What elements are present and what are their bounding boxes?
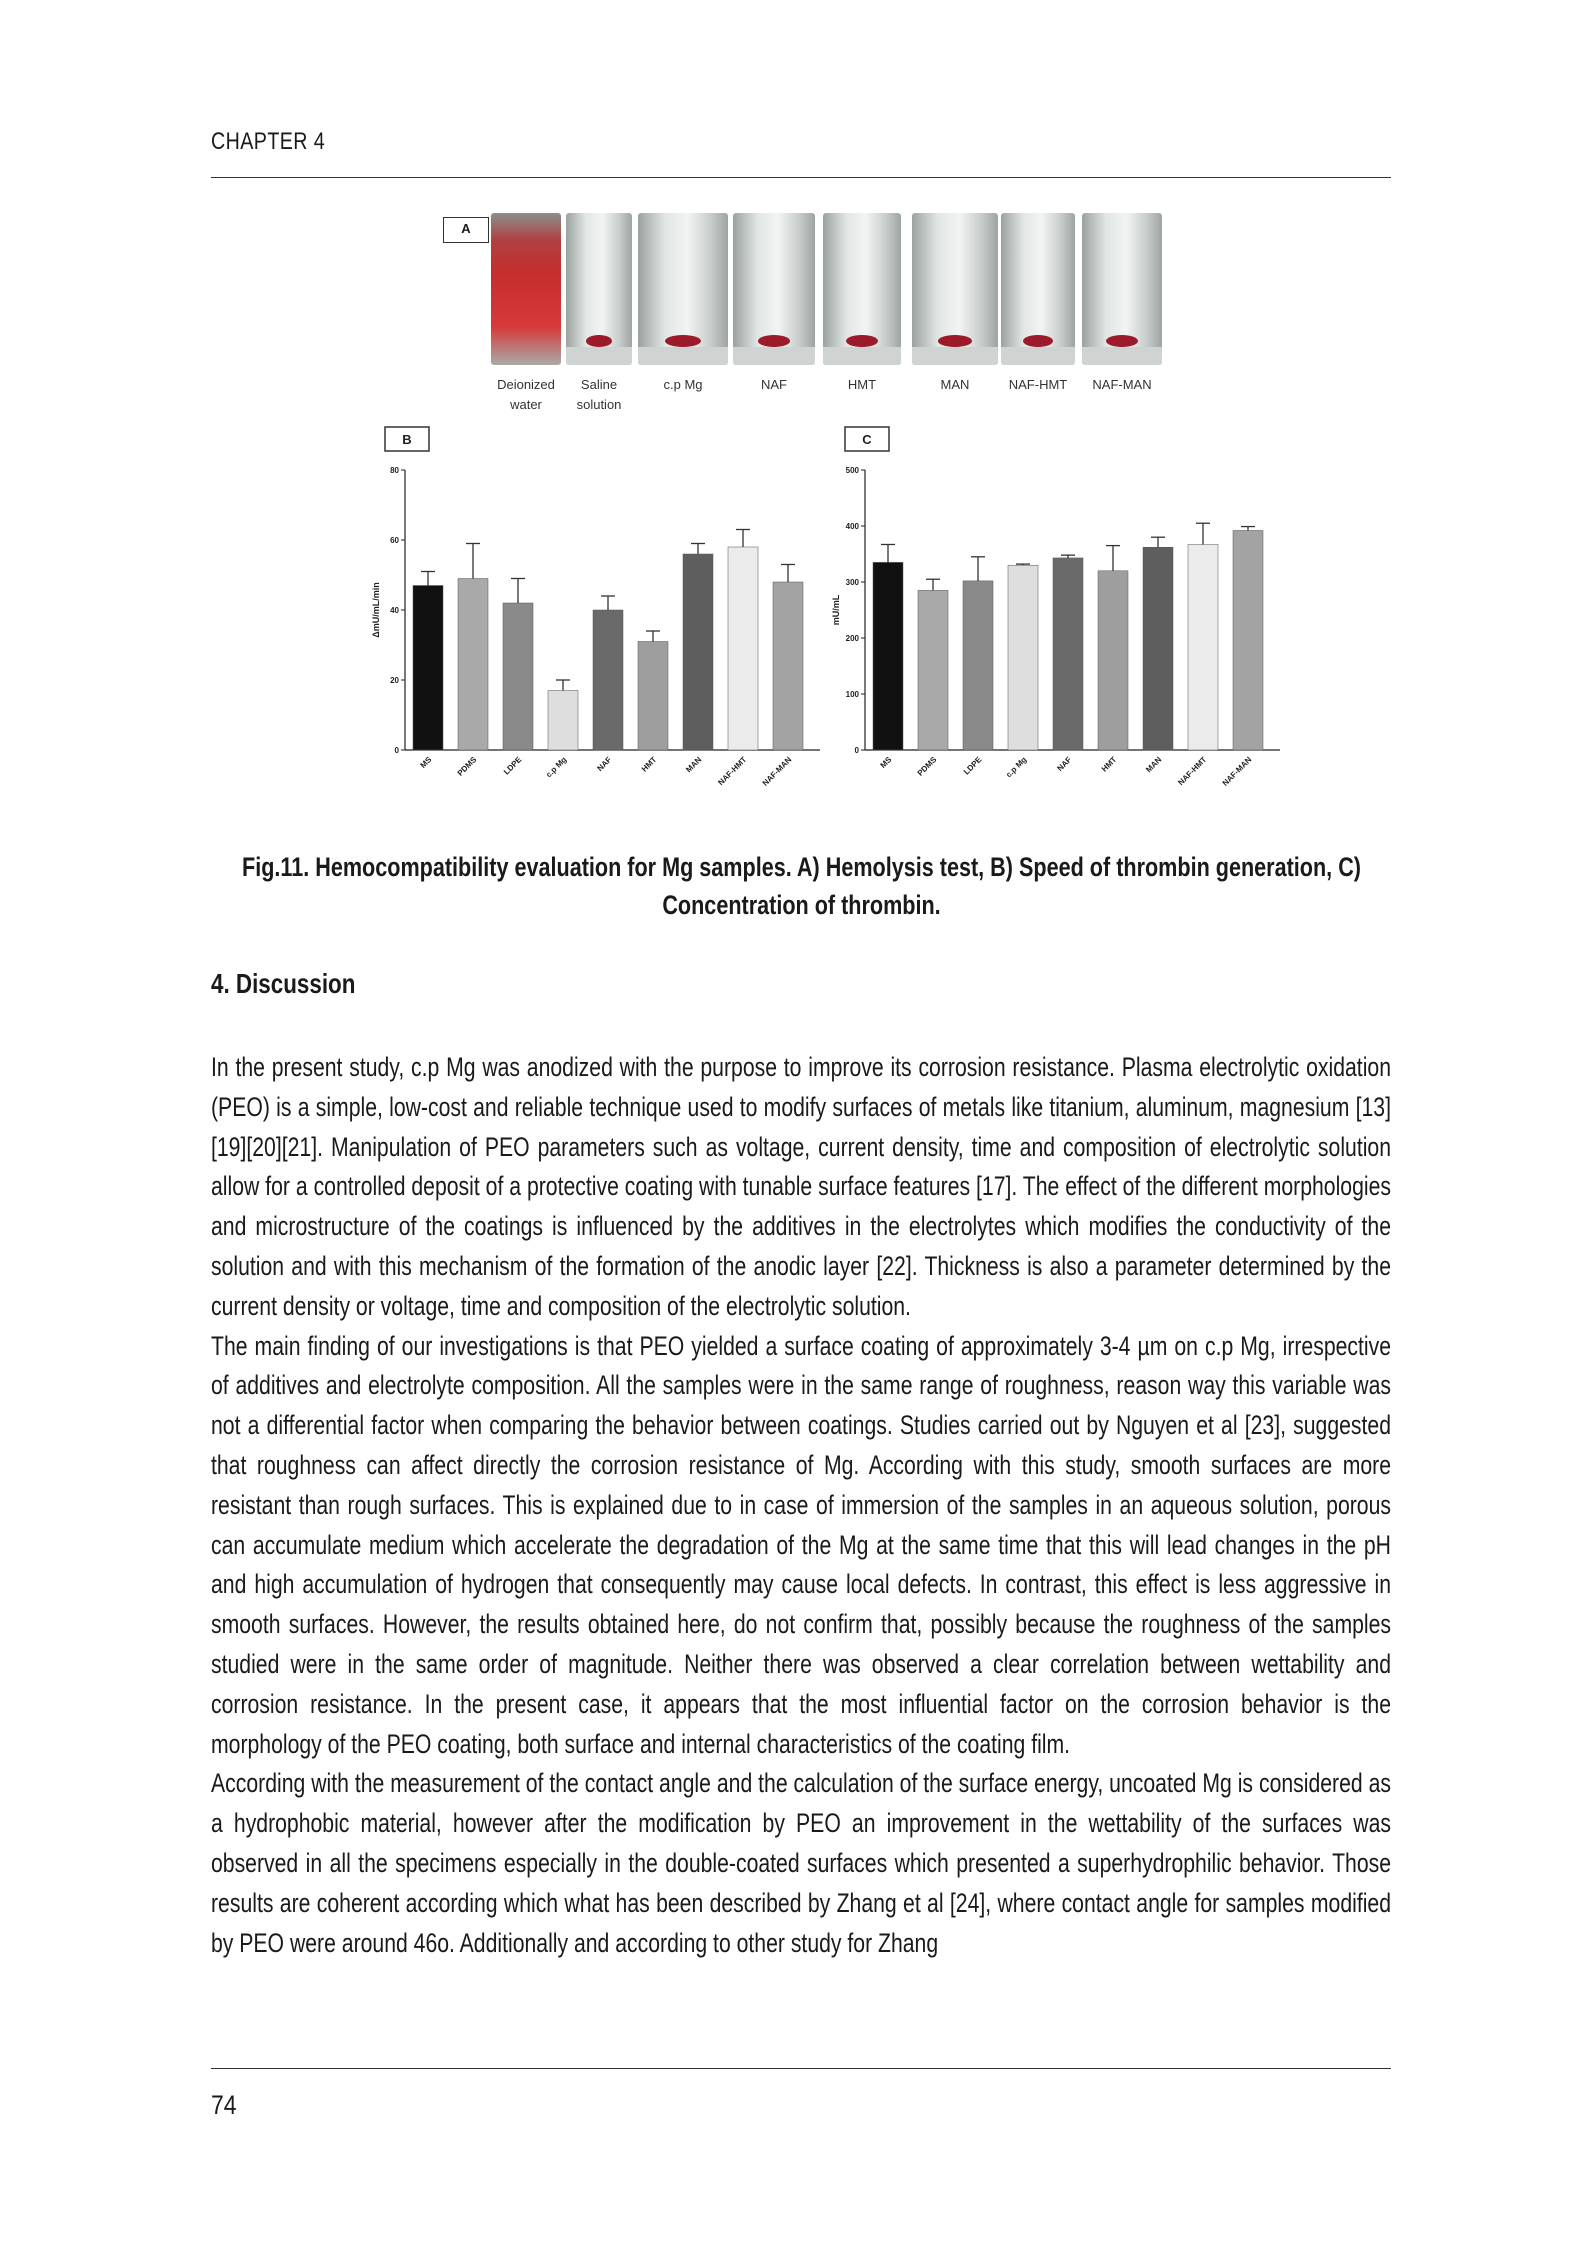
- blood-sediment: [586, 335, 612, 347]
- bar: [593, 610, 623, 750]
- paragraph: According with the measurement of the contact angle and the calculation of the surface energy, uncoated Mg is considered as a hydrophobic material, however after the modification by PEO an improvement in the wettability of the surfaces was observed in all the specimens especially in the double-coated surfaces which presented a superhydrophilic behavior. Those results are coherent according which what has been described by Zhang et al [24], where contact angle for samples modified by PEO were around 46o. Additionally and according to other study for Zhang: [211, 1768, 1391, 1958]
- y-tick-label: 100: [845, 690, 859, 699]
- y-tick-label: 0: [394, 746, 399, 755]
- y-tick-label: 80: [390, 466, 399, 475]
- bar: [1233, 530, 1263, 750]
- chart-b: [365, 425, 845, 815]
- tube-label: [1062, 375, 1182, 395]
- tube-label-line: solution: [576, 397, 622, 412]
- test-tube: [733, 213, 815, 365]
- panel-label: C: [862, 432, 872, 447]
- test-tube: [491, 213, 561, 365]
- tube-tip: [1082, 347, 1162, 365]
- section-title: 4. Discussion: [211, 968, 356, 999]
- body-text: [211, 1048, 1391, 1963]
- x-tick-label: NAF-MAN: [1220, 755, 1254, 788]
- blood-sediment: [1023, 335, 1053, 347]
- bar: [683, 554, 713, 750]
- tube-label-line: NAF-HMT: [1008, 377, 1068, 392]
- x-tick-label: MAN: [684, 755, 704, 775]
- panel-a-label: A: [443, 217, 489, 243]
- bar: [1188, 544, 1218, 750]
- tube-label-line: water: [510, 397, 542, 412]
- x-tick-label: HMT: [1099, 755, 1119, 774]
- x-tick-label: PDMS: [915, 755, 939, 778]
- x-tick-label: c.p Mg: [544, 755, 569, 780]
- bar: [963, 581, 993, 750]
- x-tick-label: NAF-MAN: [760, 755, 794, 788]
- tube-label-line: MAN: [940, 377, 970, 392]
- bar: [1008, 565, 1038, 750]
- bar: [873, 562, 903, 750]
- bar: [773, 582, 803, 750]
- x-tick-label: NAF-HMT: [716, 755, 749, 788]
- blood-sediment: [1106, 335, 1138, 347]
- bar: [638, 642, 668, 751]
- figure-caption: [211, 848, 1391, 924]
- x-tick-label: MS: [418, 755, 434, 770]
- x-tick-label: c.p Mg: [1004, 755, 1029, 780]
- x-tick-label: MS: [878, 755, 894, 770]
- bar: [1143, 547, 1173, 750]
- x-tick-label: PDMS: [455, 755, 479, 778]
- tube-label-line: NAF: [761, 377, 787, 392]
- tube-tip: [566, 347, 632, 365]
- bar: [728, 547, 758, 750]
- y-tick-label: 300: [845, 578, 859, 587]
- y-tick-label: 20: [390, 676, 399, 685]
- chapter-header: CHAPTER 4: [211, 128, 326, 155]
- bar: [503, 603, 533, 750]
- tube-label-line: NAF-MAN: [1092, 377, 1152, 392]
- chart-c: [825, 425, 1315, 815]
- bar: [1098, 571, 1128, 750]
- x-tick-label: LDPE: [501, 755, 524, 777]
- panel-label: B: [402, 432, 412, 447]
- test-tube: [1082, 213, 1162, 365]
- footer-rule: [211, 2068, 1391, 2069]
- y-tick-label: 0: [854, 746, 859, 755]
- figure-caption-text: Fig.11. Hemocompatibility evaluation for Mg samples. A) Hemolysis test, B) Speed of thrombin generation, C) Concentration of thrombin.: [242, 852, 1361, 920]
- x-tick-label: HMT: [639, 755, 659, 774]
- y-tick-label: 40: [390, 606, 399, 615]
- y-tick-label: 60: [390, 536, 399, 545]
- x-tick-label: NAF: [1055, 755, 1074, 774]
- test-tube: [912, 213, 998, 365]
- bar: [548, 691, 578, 751]
- y-tick-label: 200: [845, 634, 859, 643]
- blood-sediment: [758, 335, 791, 347]
- test-tube: [823, 213, 901, 365]
- blood-sediment: [665, 335, 701, 347]
- tube-label-line: HMT: [847, 377, 877, 392]
- tube-label-line: Saline: [580, 377, 618, 392]
- y-axis-label: mU/mL: [831, 594, 841, 626]
- test-tube: [1001, 213, 1075, 365]
- tube-label-line: c.p Mg: [663, 377, 703, 392]
- test-tube: [566, 213, 632, 365]
- bar: [918, 590, 948, 750]
- x-tick-label: NAF-HMT: [1176, 755, 1209, 788]
- tube-tip: [912, 347, 998, 365]
- paragraph: The main finding of our investigations is that PEO yielded a surface coating of approximately 3-4 µm on c.p Mg, irrespective of additives and electrolyte composition. All the samples were in the same range of roughness, reason way this variable was not a differential factor when comparing the behavior between coatings. Studies carried out by Nguyen et al [23], suggested that roughness can affect directly the corrosion resistance of Mg. According with this study, smooth surfaces are more resistant than rough surfaces. This is explained due to in case of immersion of the samples in an aqueous solution, porous can accumulate medium which accelerate the degradation of the Mg at the same time that this will lead changes in the pH and high accumulation of hydrogen that consequently may cause local defects. In contrast, this effect is less aggressive in smooth surfaces. However, the results obtained here, do not confirm that, possibly because the roughness of the samples studied were in the same order of magnitude. Neither there was observed a clear correlation between wettability and corrosion resistance. In the present case, it appears that the most influential factor on the corrosion behavior is the morphology of the PEO coating, both surface and internal characteristics of the coating film.: [211, 1330, 1391, 1759]
- bar: [1053, 558, 1083, 750]
- page-number: 74: [211, 2090, 237, 2120]
- paragraph: In the present study, c.p Mg was anodized with the purpose to improve its corrosion resistance. Plasma electrolytic oxidation (PEO) is a simple, low-cost and reliable technique used to modify surfaces of metals like titanium, aluminum, magnesium [13][19][20][21]. Manipulation of PEO parameters such as voltage, current density, time and composition of electrolytic solution allow for a controlled deposit of a protective coating with tunable surface features [17]. The effect of the different morphologies and microstructure of the coatings is influenced by the additives in the electrolytes which modifies the conductivity of the solution and with this mechanism of the formation of the anodic layer [22]. Thickness is also a parameter determined by the current density or voltage, time and composition of the electrolytic solution.: [211, 1052, 1391, 1321]
- bar: [413, 586, 443, 751]
- tube-tip: [638, 347, 728, 365]
- y-tick-label: 400: [845, 522, 859, 531]
- tube-tip: [823, 347, 901, 365]
- y-axis-label: ΔmU/mL/min: [371, 582, 381, 638]
- header-rule: [211, 177, 1391, 178]
- blood-sediment: [938, 335, 972, 347]
- tube-tip: [1001, 347, 1075, 365]
- x-tick-label: MAN: [1144, 755, 1164, 775]
- test-tube: [638, 213, 728, 365]
- bar: [458, 579, 488, 751]
- x-tick-label: LDPE: [961, 755, 984, 777]
- tube-label-line: Deionized: [497, 377, 555, 392]
- tube-tip: [733, 347, 815, 365]
- blood-sediment: [846, 335, 877, 347]
- y-tick-label: 500: [845, 466, 859, 475]
- x-tick-label: NAF: [595, 755, 614, 774]
